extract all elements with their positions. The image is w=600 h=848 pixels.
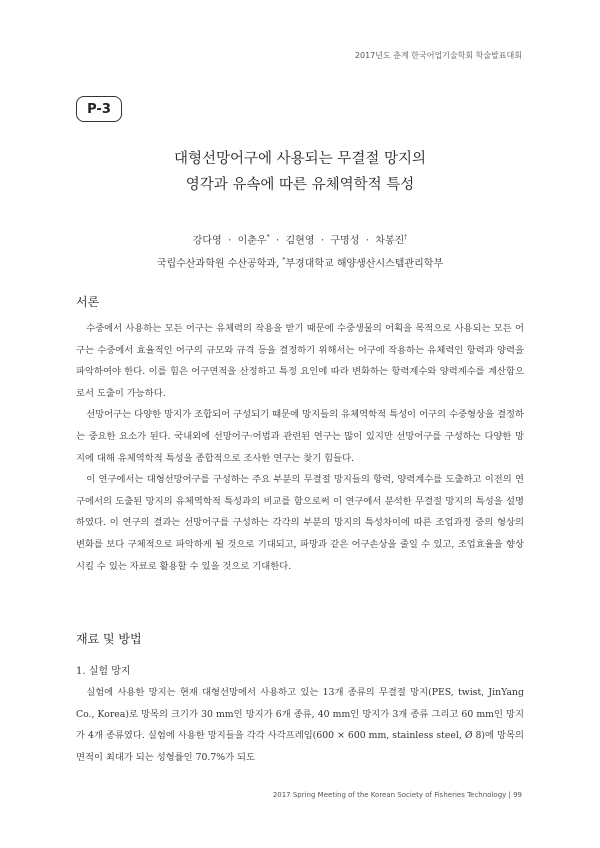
author-name: 이춘우 bbox=[237, 235, 267, 247]
author-name: 구명성 bbox=[330, 235, 360, 247]
affiliation-main: 국립수산과학원 수산공학과, bbox=[156, 258, 280, 270]
author-mark: * bbox=[266, 234, 270, 241]
author-name: 김현영 bbox=[285, 235, 315, 247]
title-line-1: 대형선망어구에 사용되는 무결절 망지의 bbox=[174, 151, 426, 167]
paper-title bbox=[0, 146, 600, 198]
author-separator: · bbox=[320, 235, 325, 247]
author-separator: · bbox=[228, 235, 232, 247]
section-heading-intro: 서론 bbox=[76, 295, 100, 309]
paragraph: 이 연구에서는 대형선망어구를 구성하는 주요 부분의 무결절 망지들의 항력, 양력계수를 도출하고 이전의 연구에서의 도출된 망지의 유체역학적 특성과의 비교를 함으로써 이 연구에서 분석한 무결절 망지의 특성을 설명하였다. 이 연구의 결과는 선망어구를 구성하는 각각의 부분의 망지의 특성차이에 따른 조업과정 중의 형상의 변화를 보다 구체적으로 파악하게 될 것으로 기대되고, 파망과 같은 어구손상을 줄일 수 있고, 조업효율을 향상시킬 수 있는 자료로 활용할 수 있을 것으로 기대한다. bbox=[76, 474, 524, 572]
running-header: 2017년도 춘계 한국어업기술학회 학술발표대회 bbox=[354, 51, 522, 60]
affiliation-star: 부경대학교 해양생산시스템관리학부 bbox=[285, 258, 444, 270]
page-footer: 2017 Spring Meeting of the Korean Society of Fisheries Technology | 99 bbox=[272, 791, 522, 799]
title-line-2: 영각과 유속에 따른 유체역학적 특성 bbox=[185, 177, 415, 193]
author-block bbox=[0, 228, 600, 275]
paragraph: 실험에 사용한 망지는 현재 대형선망에서 사용하고 있는 13개 종류의 무결절 망지(PES, twist, JinYang Co., Korea)로 망목의 크기가 30 mm인 망지가 6개 종류, 40 mm인 망지가 3개 종류 그리고 60 mm인 망지가 4개 종류였다. 실험에 사용한 망지들을 각각 사각프레임(600 × 600 mm, stainless steel, Ø 8)에 망목의 면적이 최대가 되는 성형률인 70.7%가 되도 bbox=[76, 687, 524, 763]
author-name: 강다영 bbox=[192, 235, 222, 247]
affiliation bbox=[0, 251, 600, 274]
methods-body bbox=[76, 682, 524, 768]
intro-body bbox=[76, 318, 524, 577]
author-name: 차봉진 bbox=[375, 235, 405, 247]
affiliation-mark: * bbox=[282, 257, 286, 265]
paragraph: 수중에서 사용하는 모든 어구는 유체력의 작용을 받기 때문에 수중생물의 어획을 목적으로 사용되는 모든 어구는 수중에서 효율적인 어구의 규모와 규격 등을 결정하기 위해서는 어구에 작용하는 유체력인 항력과 양력을 파악하여야 한다. 이를 힘은 어구면적을 산정하고 특정 요인에 따라 변화하는 항력계수와 양력계수를 계산함으로서 도출이 가능하다. bbox=[76, 323, 524, 399]
section-heading-methods: 재료 및 방법 bbox=[76, 632, 142, 646]
author-list bbox=[0, 228, 600, 251]
author-separator: · bbox=[365, 235, 369, 247]
author-separator: · bbox=[275, 235, 280, 247]
subsection-heading: 1. 실험 망지 bbox=[76, 666, 131, 677]
paragraph: 선망어구는 다양한 망지가 조합되어 구성되기 때문에 망지들의 유체역학적 특성이 어구의 수중형상을 결정하는 중요한 요소가 된다. 국내외에 선망어구·어법과 관련된 연구는 많이 있지만 선망어구를 구성하는 다양한 망지에 대해 유체역학적 특성을 종합적으로 조사한 연구는 찾기 힘들다. bbox=[76, 409, 524, 464]
poster-number-badge: P-3 bbox=[76, 96, 122, 122]
author-mark: † bbox=[404, 234, 408, 241]
